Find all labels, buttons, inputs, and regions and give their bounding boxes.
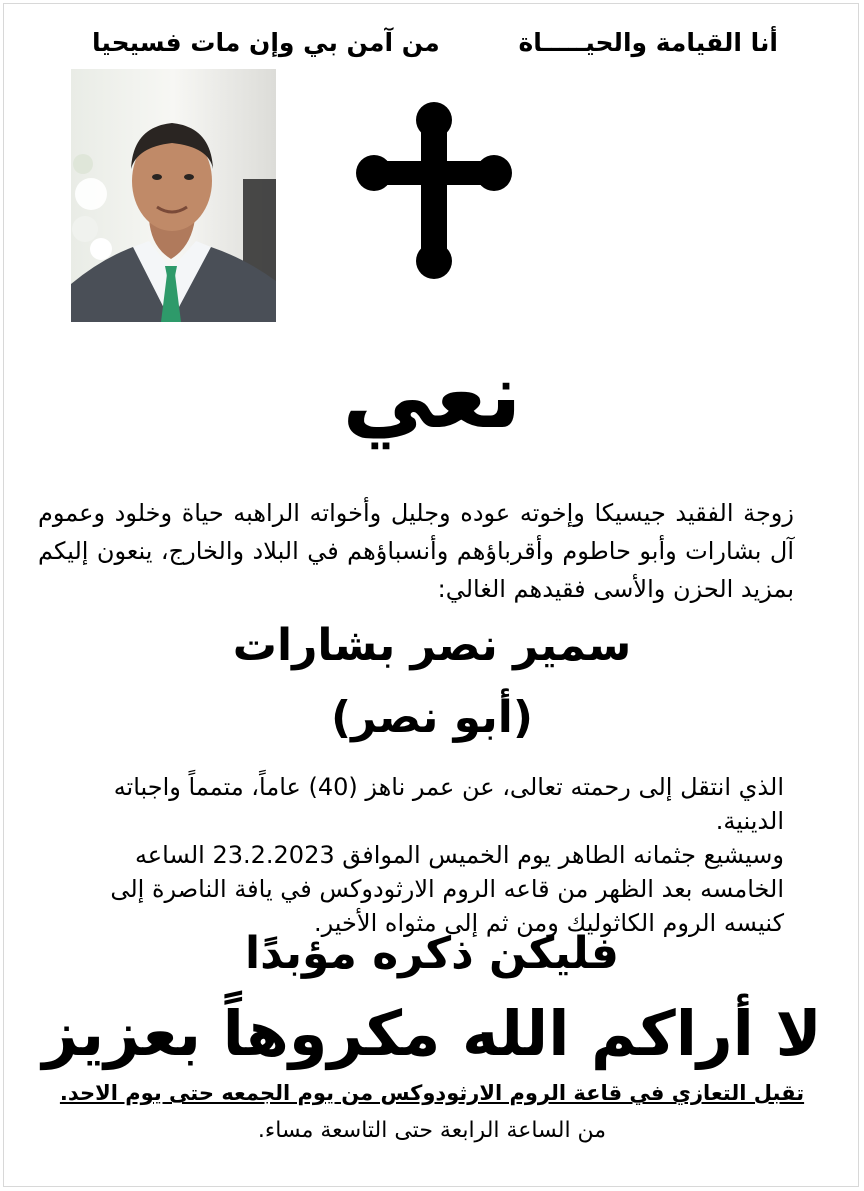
details-line: وسيشيع جثمانه الطاهر يوم الخميس الموافق 23.2.2023 الساعه <box>134 841 784 869</box>
header-verse-right: أنا القيامة والحيـــــاة <box>518 28 778 57</box>
details-line: الذي انتقل إلى رحمته تعالى، عن عمر ناهز (40) عاماً، متمماً واجباته الدينية. <box>113 773 784 835</box>
condolence-notice: تقبل التعازي في قاعة الروم الارثودوكس من يوم الجمعه حتى يوم الاحد. <box>59 1081 805 1105</box>
details-paragraph <box>64 770 784 940</box>
intro-paragraph: زوجة الفقيد جيسيكا وإخوته عوده وجليل وأخواته الراهبه حياة وخلود وعموم آل بشارات وأبو حاطوم وأقرباؤهم وأنسباؤهم في البلاد والخارج، ينعون إليكم بمزيد الحزن والأسى فقيدهم الغالي: <box>38 499 794 603</box>
details-line: الخامسه بعد الظهر من قاعه الروم الارثودوكس في يافة الناصرة إلى <box>110 875 784 903</box>
cross-icon <box>355 101 513 279</box>
condolence-hours: من الساعة الرابعة حتى التاسعة مساء. <box>257 1118 607 1143</box>
page-title: نعي <box>342 342 522 449</box>
deceased-name: سمير نصر بشارات <box>232 620 632 671</box>
details-line: كنيسه الروم الكاثوليك ومن ثم إلى مثواه الأخير. <box>313 909 784 937</box>
portrait-illustration <box>71 69 276 322</box>
header-verse-left: من آمن بي وإن مات فسيحيا <box>92 28 440 57</box>
deceased-nickname: (أبو نصر) <box>331 692 533 743</box>
portrait-photo <box>71 69 276 322</box>
memory-line: فليكن ذكره مؤبدًا <box>245 928 619 979</box>
closing-verse: لا أراكم الله مكروهاً بعزيز <box>42 997 822 1070</box>
